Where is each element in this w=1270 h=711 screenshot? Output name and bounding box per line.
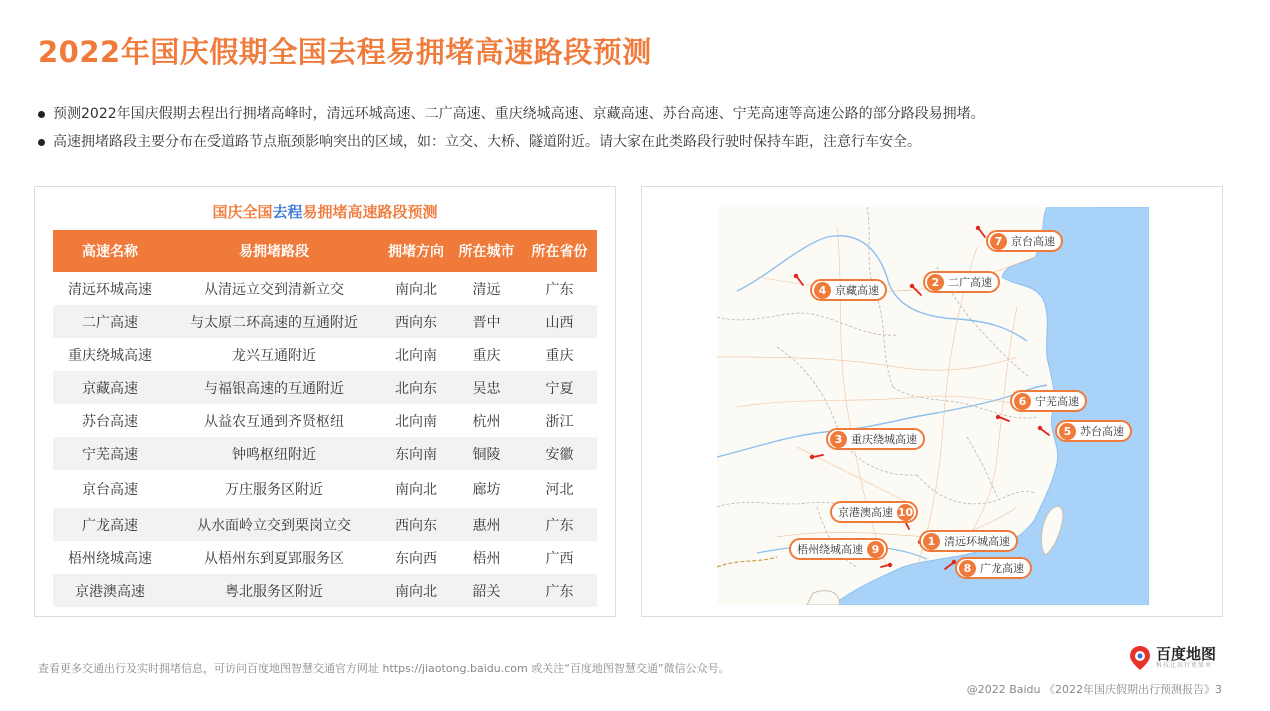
map-marker-wuzhou-ring[interactable] (789, 538, 888, 560)
table-row (53, 574, 597, 607)
table-cell: 京港澳高速 (53, 574, 167, 607)
china-map[interactable] (717, 207, 1149, 605)
table-cell: 梧州 (472, 550, 501, 567)
table-cell: 从梧州东到夏郢服务区 (204, 550, 344, 567)
table-cell: 北向南 (395, 347, 437, 364)
map-marker-chongqing-ring[interactable] (826, 428, 925, 450)
table-row (53, 470, 597, 508)
table-title-prefix: 国庆全国 (212, 203, 273, 221)
table-cell: 龙兴互通附近 (232, 347, 316, 364)
footer-note: 查看更多交通出行及实时拥堵信息，可访问百度地图智慧交通官方网址 https://jiaotong.baidu.com 或关注“百度地图智慧交通”微信公众号。 (38, 662, 730, 675)
table-cell: 广东 (522, 508, 597, 541)
table-cell: 万庄服务区附近 (225, 482, 323, 498)
marker-label: 重庆绕城高速 (851, 433, 917, 446)
marker-label: 二广高速 (948, 276, 992, 289)
table-cell: 梧州绕城高速 (68, 550, 152, 567)
table-cell: 与太原二环高速的互通附近 (167, 305, 381, 338)
table-row (53, 338, 597, 371)
table-row (53, 272, 597, 305)
table-cell: 北向东 (381, 371, 451, 404)
map-marker-sutai[interactable] (1055, 420, 1132, 442)
column-header: 拥堵方向 (381, 230, 451, 272)
table-cell: 二广高速 (53, 305, 167, 338)
map-marker-jinggangao[interactable] (830, 501, 918, 523)
marker-number: 6 (1014, 393, 1031, 410)
table-cell: 清远 (472, 281, 501, 298)
table-cell: 粤北服务区附近 (167, 574, 381, 607)
table-cell: 重庆 (545, 347, 574, 364)
brand-slogan: 科技让出行更简单 (1156, 662, 1213, 669)
bullet-item (38, 100, 1238, 128)
table-title-suffix: 易拥堵高速路段预测 (302, 203, 438, 221)
table-cell: 东向西 (395, 550, 437, 567)
table-cell: 与福银高速的互通附近 (167, 371, 381, 404)
map-pin-icon (1129, 645, 1151, 671)
table-cell: 钟鸣枢纽附近 (167, 437, 381, 470)
table-row (53, 437, 597, 470)
table-cell: 吴忠 (451, 371, 522, 404)
table-cell: 从水面岭立交到栗岗立交 (167, 508, 381, 541)
bullet-text: 预测2022年国庆假期去程出行拥堵高峰时，清远环城高速、二广高速、重庆绕城高速、京藏高速、苏台高速、宁芜高速等高速公路的部分路段易拥堵。 (53, 106, 985, 122)
table-cell: 广龙高速 (53, 508, 167, 541)
table-row (53, 508, 597, 541)
table-cell: 铜陵 (451, 437, 522, 470)
table-cell: 廊坊 (472, 482, 501, 498)
marker-number: 3 (830, 431, 847, 448)
marker-label: 梧州绕城高速 (797, 543, 863, 556)
table-row (53, 541, 597, 574)
table-cell: 广东 (545, 281, 574, 298)
table-cell: 北向南 (395, 413, 437, 430)
map-marker-jingzang[interactable] (810, 279, 887, 301)
marker-number: 8 (959, 560, 976, 577)
table-cell: 杭州 (472, 413, 501, 430)
marker-label: 广龙高速 (980, 562, 1024, 575)
marker-label: 清远环城高速 (944, 535, 1010, 548)
map-panel (641, 186, 1223, 617)
table-cell: 晋中 (451, 305, 522, 338)
map-marker-jingtai[interactable] (986, 230, 1063, 252)
column-header: 所在省份 (522, 230, 597, 272)
table-cell: 宁夏 (522, 371, 597, 404)
table-row (53, 371, 597, 404)
map-marker-ningwu[interactable] (1010, 390, 1087, 412)
table-cell: 宁芜高速 (53, 437, 167, 470)
table-cell: 浙江 (545, 413, 574, 430)
marker-number: 1 (923, 533, 940, 550)
column-header: 高速名称 (53, 230, 167, 272)
table-cell: 河北 (545, 482, 574, 498)
table-cell: 南向北 (381, 574, 451, 607)
table-cell: 韶关 (451, 574, 522, 607)
table-title-highlight: 去程 (272, 203, 303, 221)
marker-number: 2 (927, 274, 944, 291)
marker-number: 10 (897, 505, 914, 519)
table-cell: 从益农互通到齐贤枢纽 (204, 413, 344, 430)
bullet-dot-icon (38, 139, 45, 146)
marker-number: 7 (990, 233, 1007, 250)
table-cell: 清远环城高速 (68, 281, 152, 298)
table-cell: 安徽 (522, 437, 597, 470)
hainan-island (807, 591, 839, 605)
table-cell: 京台高速 (82, 482, 138, 498)
table-cell: 广东 (522, 574, 597, 607)
table-cell: 西向东 (381, 508, 451, 541)
table-cell: 广西 (545, 550, 574, 567)
table-cell: 惠州 (451, 508, 522, 541)
table-cell: 从清远立交到清新立交 (204, 281, 344, 298)
table-cell: 重庆绕城高速 (68, 347, 152, 364)
map-marker-guanglong[interactable] (955, 557, 1032, 579)
table-cell: 山西 (522, 305, 597, 338)
bullet-dot-icon (38, 111, 45, 118)
marker-label: 宁芜高速 (1035, 395, 1079, 408)
marker-label: 京港澳高速 (838, 506, 893, 519)
map-marker-qingyuan-ring[interactable] (919, 530, 1018, 552)
table-cell: 京藏高速 (53, 371, 167, 404)
marker-number: 9 (867, 541, 884, 558)
table-cell: 西向东 (381, 305, 451, 338)
marker-number: 5 (1059, 423, 1076, 440)
marker-label: 苏台高速 (1080, 425, 1124, 438)
forecast-table-panel (34, 186, 616, 617)
marker-number: 4 (814, 282, 831, 299)
page-title: 2022年国庆假期全国去程易拥堵高速路段预测 (38, 35, 652, 69)
map-marker-erguang[interactable] (923, 271, 1000, 293)
bullet-text: 高速拥堵路段主要分布在受道路节点瓶颈影响突出的区域，如：立交、大桥、隧道附近。请大家在此类路段行驶时保持车距，注意行车安全。 (53, 134, 921, 150)
column-header: 所在城市 (451, 230, 522, 272)
table-cell: 南向北 (395, 281, 437, 298)
table-cell: 重庆 (472, 347, 501, 364)
table-row (53, 404, 597, 437)
table-title (35, 201, 615, 222)
table-cell: 东向南 (381, 437, 451, 470)
national-border (717, 557, 777, 567)
brand-name: 百度地图 (1156, 645, 1217, 663)
table-row (53, 305, 597, 338)
congestion-table (53, 230, 597, 607)
table-cell: 苏台高速 (82, 413, 138, 430)
table-cell: 南向北 (395, 482, 437, 498)
marker-label: 京藏高速 (835, 284, 879, 297)
table-header-row (53, 230, 597, 272)
baidu-map-logo (1129, 645, 1216, 671)
summary-bullets (38, 100, 1238, 156)
copyright-text: @2022 Baidu 《2022年国庆假期出行预测报告》3 (966, 683, 1222, 696)
column-header: 易拥堵路段 (167, 230, 381, 272)
bullet-item (38, 128, 1238, 156)
marker-label: 京台高速 (1011, 235, 1055, 248)
